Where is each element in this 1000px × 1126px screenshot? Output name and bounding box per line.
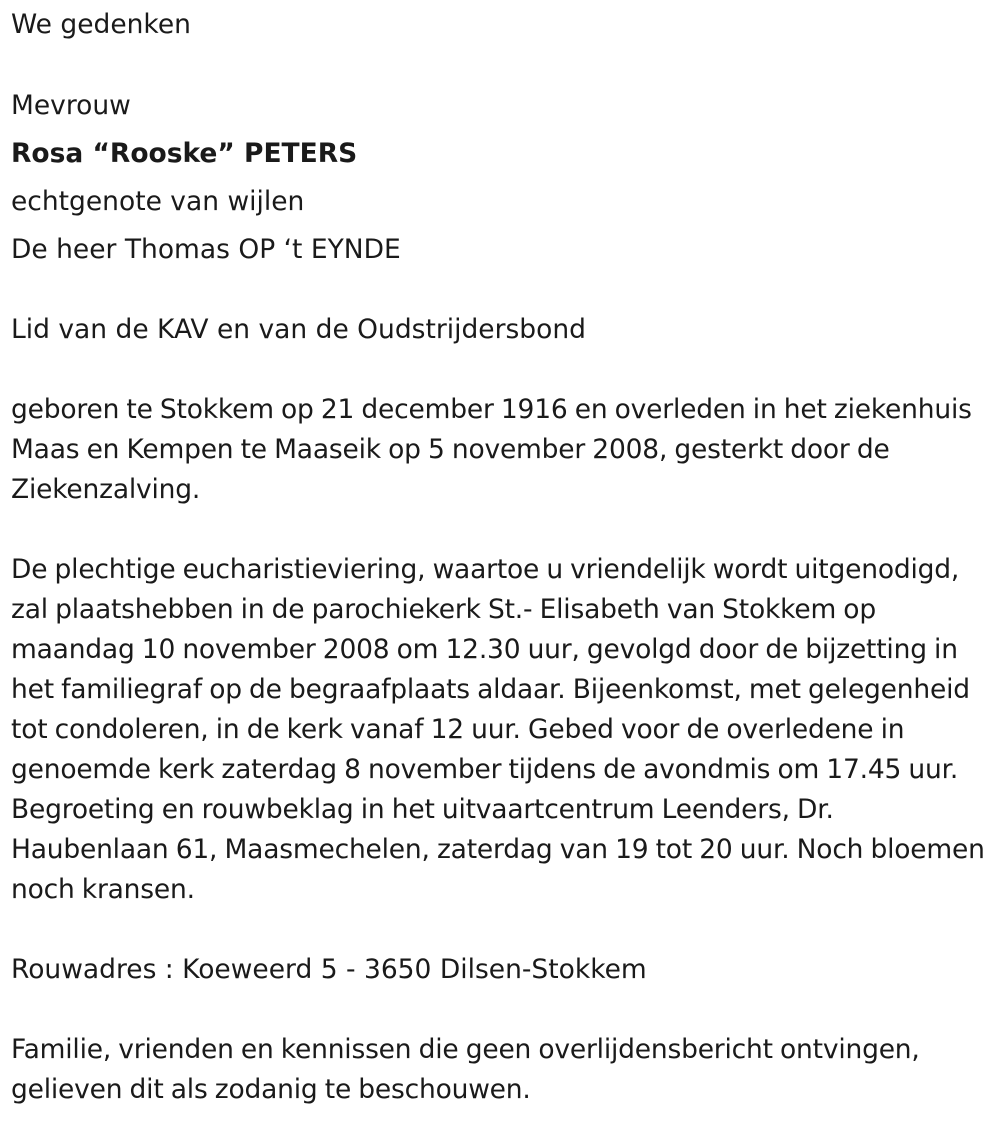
relation-line: echtgenote van wijlen	[11, 186, 305, 217]
membership-line: Lid van de KAV en van de Oudstrijdersbond	[11, 314, 586, 345]
ceremony-paragraph: De plechtige eucharistieviering, waartoe u vriendelijk wordt uitgenodigd, zal plaatshebben in de parochiekerk St.- Elisabeth van Stokkem op maandag 10 november 2008 om 12.30 uur, gevolgd door de bijzetting in het familiegraf op de begraafplaats aldaar. Bijeenkomst, met gelegenheid tot condoleren, in de kerk vanaf 12 uur. Gebed voor de overledene in genoemde kerk zaterdag 8 november tijdens de avondmis om 17.45 uur. Begroeting en rouwbeklag in het uitvaartcentrum Leenders, Dr. Haubenlaan 61, Maasmechelen, zaterdag van 19 tot 20 uur. Noch bloemen noch kransen.	[11, 554, 985, 905]
intro-line: We gedenken	[11, 9, 191, 40]
deceased-name: Rosa “Rooske” PETERS	[11, 138, 358, 169]
salutation: Mevrouw	[11, 90, 131, 121]
address-line: Rouwadres : Koeweerd 5 - 3650 Dilsen-Stokkem	[11, 954, 647, 985]
closing-paragraph: Familie, vrienden en kennissen die geen overlijdensbericht ontvingen, gelieven dit als zodanig te beschouwen.	[11, 1034, 920, 1105]
birth-death-paragraph: geboren te Stokkem op 21 december 1916 en overleden in het ziekenhuis Maas en Kempen te Maaseik op 5 november 2008, gesterkt door de Ziekenzalving.	[11, 394, 972, 505]
spouse-name: De heer Thomas OP ‘t EYNDE	[11, 234, 401, 265]
